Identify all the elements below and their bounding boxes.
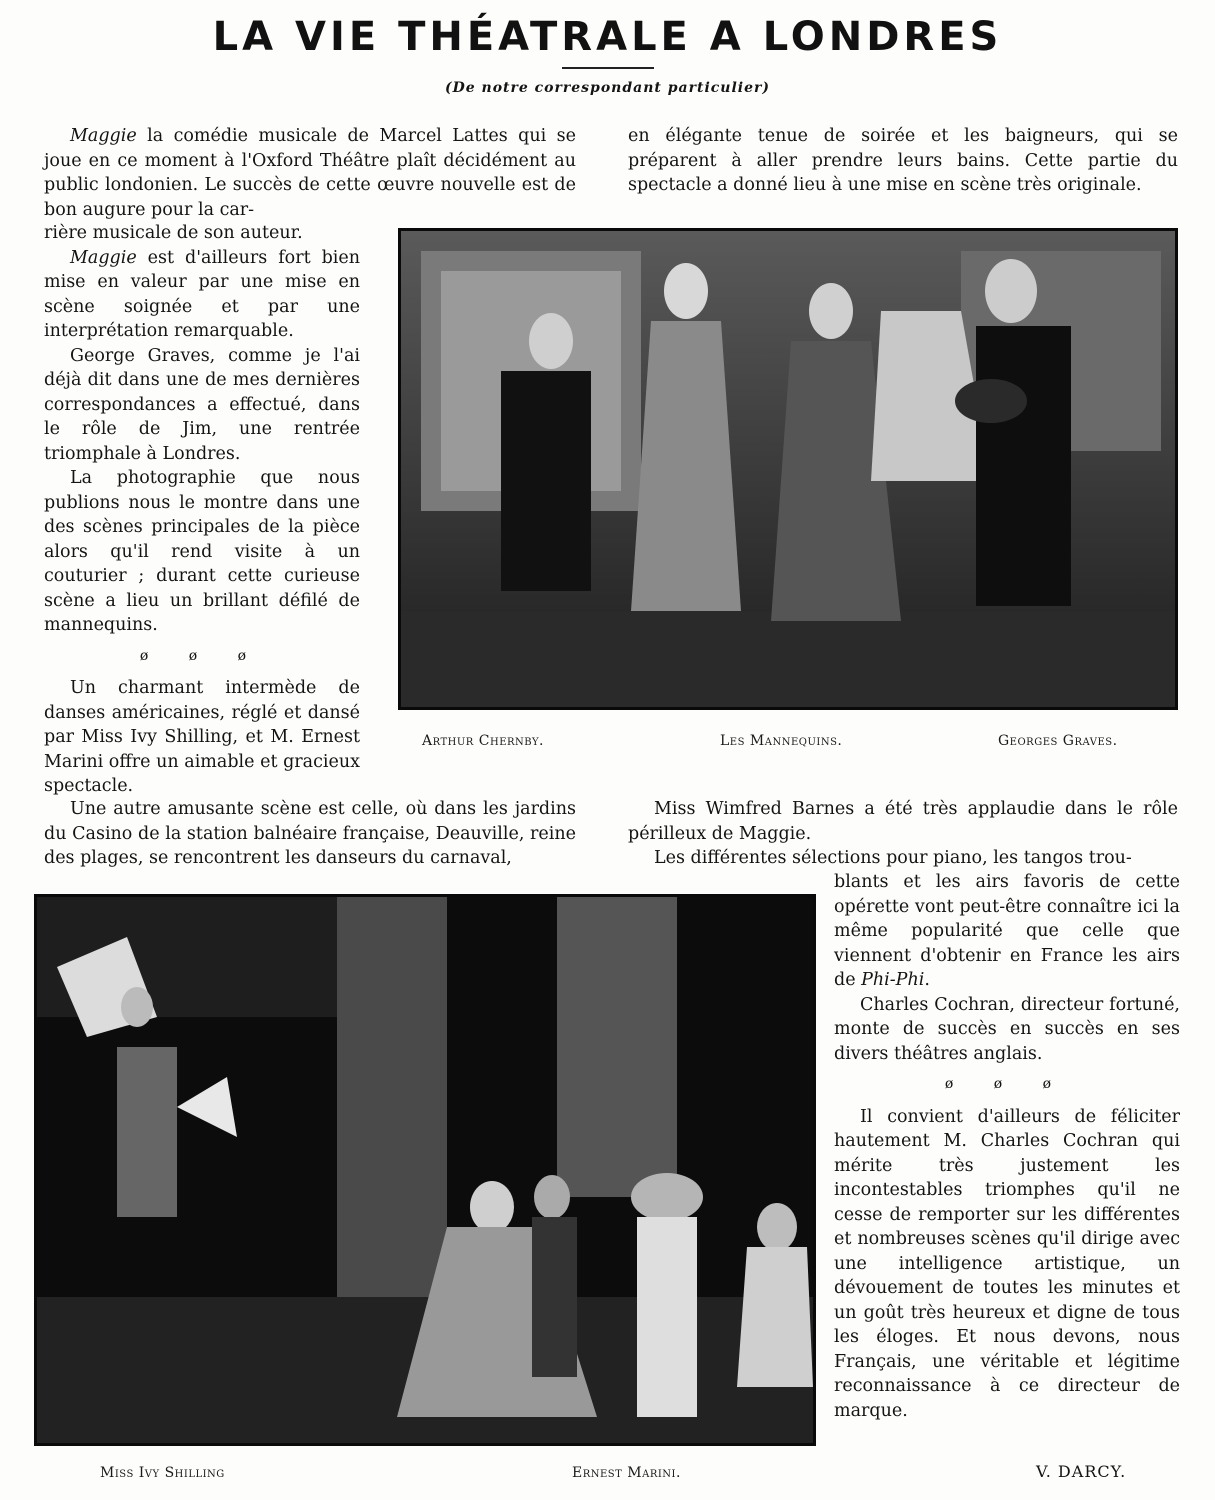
column-right-top	[628, 124, 1178, 198]
photo-mannequins-scene	[398, 228, 1178, 710]
play-title-phi-phi: Phi-Phi	[861, 970, 925, 990]
article-subtitle: (De notre correspondant particulier)	[444, 80, 771, 96]
ornament-divider: ø ø ø	[139, 647, 265, 664]
paragraph-4: La photographie que nous publions nous le montre dans une des scènes principales de la pièce alors qu'il rend visite à un couturier ; durant cette curieuse scène a lieu un brillant défilé de mannequins.	[44, 468, 360, 635]
paragraph-8b	[834, 870, 1180, 993]
paragraph-1a	[44, 124, 576, 222]
caption-georges-graves: Georges Graves.	[998, 733, 1118, 749]
paragraph-2	[44, 246, 360, 344]
caption-ernest-marini: Ernest Marini.	[572, 1465, 681, 1481]
caption-miss-ivy-shilling: Miss Ivy Shilling	[100, 1465, 225, 1481]
photo-deauville-scene	[34, 894, 816, 1446]
paragraph-right-top: en élégante tenue de soirée et les baigneurs, qui se préparent à aller prendre leurs bains. Cette partie du spectacle a donné lieu à une mise en scène très originale.	[628, 126, 1178, 195]
column-right-mid	[628, 797, 1178, 871]
paragraph-3: George Graves, comme je l'ai déjà dit dans une de mes dernières correspondances a effectué, dans le rôle de Jim, une rentrée triomphale à Londres.	[44, 345, 360, 464]
article-title: LA VIE THÉATRALE A LONDRES	[212, 14, 1003, 60]
paragraph-5: Un charmant intermède de danses américaines, réglé et dansé par Miss Ivy Shilling, et M. Ernest Marini offre un aimable et gracieux spectacle.	[44, 678, 360, 796]
column-left-bottom	[44, 797, 576, 871]
play-title-maggie-2: Maggie	[70, 247, 137, 268]
column-right-narrow	[834, 870, 1180, 1423]
paragraph-8b-text: blants et les airs favoris de cette opérette vont peut-être connaître ici la même popularité que celle que viennent d'obtenir en France les airs de	[834, 872, 1180, 990]
caption-arthur-chernby: Arthur Chernby.	[422, 733, 544, 749]
play-title-maggie: Maggie	[70, 126, 137, 146]
photo-deauville-image	[37, 897, 813, 1443]
paragraph-7: Miss Wimfred Barnes a été très applaudie dans le rôle périlleux de Maggie.	[628, 799, 1178, 844]
column-left-narrow	[44, 221, 360, 799]
column-left-top	[44, 124, 576, 222]
paragraph-1a-text: la comédie musicale de Marcel Lattes qui se joue en ce moment à l'Oxford Théâtre plaît décidément au public londonien. Le succès de cette œuvre nouvelle est de bon augure pour la car-	[44, 126, 576, 220]
paragraph-8b-end: .	[924, 970, 930, 990]
paragraph-10: Il convient d'ailleurs de féliciter hautement M. Charles Cochran qui mérite très justement les incontestables triomphes qu'il ne cesse de remporter sur les différentes et nombreuses scènes qu'il dirige avec une intelligence artistique, un dévouement de toutes les minutes et un goût très heureux et digne de tous les éloges. Et nous devons, nous Français, une véritable et légitime reconnaissance à ce directeur de marque.	[834, 1106, 1180, 1421]
photo-mannequins-image	[401, 231, 1175, 707]
caption-les-mannequins: Les Mannequins.	[720, 733, 843, 749]
paragraph-1b: rière musicale de son auteur.	[44, 223, 303, 243]
ornament-divider-2: ø ø ø	[944, 1076, 1070, 1092]
author-signature: V. DARCY.	[1036, 1462, 1127, 1481]
paragraph-2-text: est d'ailleurs fort bien mise en valeur par une mise en scène soignée et par une interprétation remarquable.	[44, 247, 360, 341]
title-rule	[562, 67, 654, 69]
paragraph-8a: Les différentes sélections pour piano, les tangos trou-	[654, 848, 1132, 868]
paragraph-6: Une autre amusante scène est celle, où dans les jardins du Casino de la station balnéaire française, Deauville, reine des plages, se rencontrent les danseurs du carnaval,	[44, 799, 576, 868]
paragraph-9: Charles Cochran, directeur fortuné, monte de succès en succès en ses divers théâtres anglais.	[834, 994, 1180, 1064]
